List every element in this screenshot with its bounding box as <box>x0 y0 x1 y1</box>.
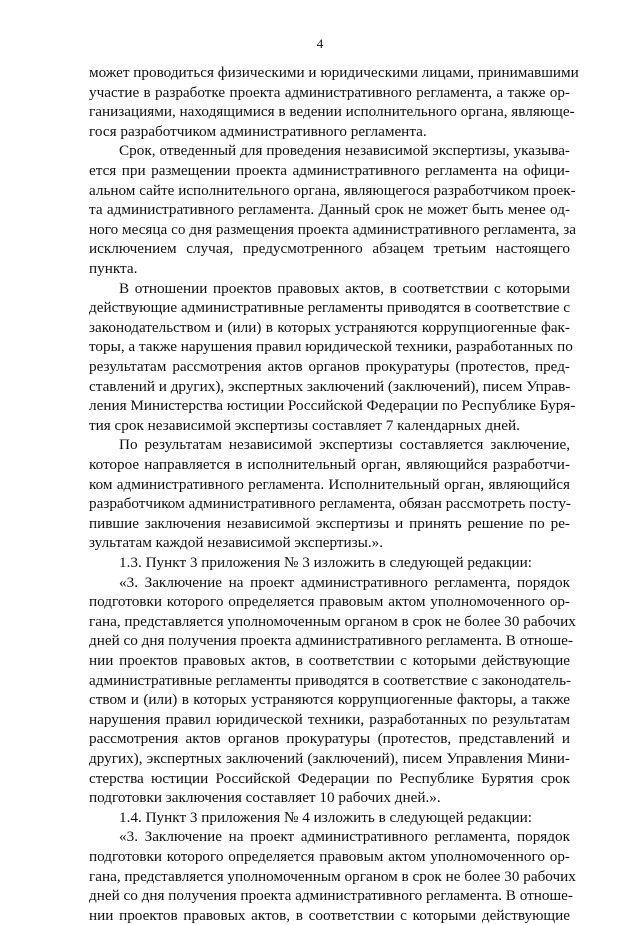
text-line: разработчиком административного регламента, обязан рассмотреть посту- <box>89 495 571 513</box>
text-line: «3. Заключение на проект административного регламента, порядок <box>119 828 570 846</box>
page-number: 4 <box>316 36 324 51</box>
text-line: которое направляется в исполнительный орган, являющийся разработчи- <box>89 456 570 473</box>
text-line: гана, представляется уполномоченным органом в срок не более 30 рабочих <box>89 867 576 885</box>
text-line: участие в разработке проекта административного регламента, а также ор- <box>89 83 570 101</box>
text-line: По результатам независимой экспертизы составляется заключение, <box>119 436 570 454</box>
text-line: подготовки которого определяется правовым актом уполномоченного ор- <box>89 848 570 865</box>
text-line: альном сайте исполнительного органа, являющегося разработчиком проек- <box>89 181 576 199</box>
text-line: тия срок независимой экспертизы составляет 7 календарных дней. <box>89 416 520 434</box>
text-line: Срок, отведенный для проведения независимой экспертизы, указыва- <box>119 142 570 160</box>
text-line: может проводиться физическими и юридическими лицами, принимавшими <box>89 64 579 81</box>
text-line: подготовки которого определяется правовым актом уполномоченного ор- <box>89 593 570 611</box>
text-line: пункта. <box>89 260 138 277</box>
text-line: пившие заключения независимой экспертизы и принять решение по ре- <box>89 514 570 532</box>
text-line: ставлений и других), экспертных заключений (заключений), писем Управ- <box>89 377 571 395</box>
text-line: зультатам каждой независимой экспертизы.». <box>89 534 384 552</box>
text-line: результатам рассмотрения актов органов прокуратуры (протестов, пред- <box>89 358 570 375</box>
text-line: нарушения правил юридической техники, разработанных по результатам <box>89 710 570 728</box>
text-line: рассмотрения актов органов прокуратуры (протестов, представлений и <box>89 730 570 748</box>
text-line: гося разработчиком административного регламента. <box>89 122 427 140</box>
text-line: ком административного регламента. Исполнительный орган, являющийся <box>89 475 570 493</box>
text-line: нии проектов правовых актов, в соответствии с которыми действующие <box>89 652 570 669</box>
text-line: торы, а также нарушения правил юридической техники, разработанных по <box>89 338 573 356</box>
text-line: стерства юстиции Российской Федерации по Республике Бурятия срок <box>89 769 570 787</box>
text-line: административные регламенты приводятся в соответствие с законодатель- <box>89 671 572 689</box>
text-line: 1.3. Пункт 3 приложения № 3 изложить в следующей редакции: <box>119 554 533 571</box>
text-line: ного месяца со дня размещения проекта административного регламента, за <box>89 220 576 238</box>
text-line: других), экспертных заключений (заключений), писем Управления Мини- <box>89 750 570 767</box>
text-line: ганизациями, находящимися в ведении исполнительного органа, являюще- <box>89 103 575 121</box>
text-line: подготовки заключения составляет 10 рабочих дней.». <box>89 789 441 807</box>
text-line: «3. Заключение на проект административного регламента, порядок <box>119 573 570 591</box>
text-line: ством и (или) в которых устраняются коррупциогенные факторы, а также <box>89 691 570 709</box>
text-line: ления Министерства юстиции Российской Федерации по Республике Буря- <box>89 397 576 415</box>
text-line: та административного регламента. Данный срок не может быть менее од- <box>89 201 570 219</box>
text-line: В отношении проектов правовых актов, в соответствии с которыми <box>119 279 570 297</box>
text-line: действующие административные регламенты приводятся в соответствие с <box>89 299 570 317</box>
text-line: гана, представляется уполномоченным органом в срок не более 30 рабочих <box>89 612 576 630</box>
text-line: нии проектов правовых актов, в соответствии с которыми действующие <box>89 906 570 924</box>
text-line: ется при размещении проекта административного регламента на офици- <box>89 162 570 179</box>
text-line: дней со дня получения проекта административного регламента. В отноше- <box>89 887 573 905</box>
text-line: 1.4. Пункт 3 приложения № 4 изложить в следующей редакции: <box>119 808 533 826</box>
text-line: законодательством и (или) в которых устраняются коррупциогенные фак- <box>89 318 570 336</box>
text-line: дней со дня получения проекта административного регламента. В отноше- <box>89 632 573 650</box>
text-line: исключением случая, предусмотренного абзацем третьим настоящего <box>89 240 570 258</box>
